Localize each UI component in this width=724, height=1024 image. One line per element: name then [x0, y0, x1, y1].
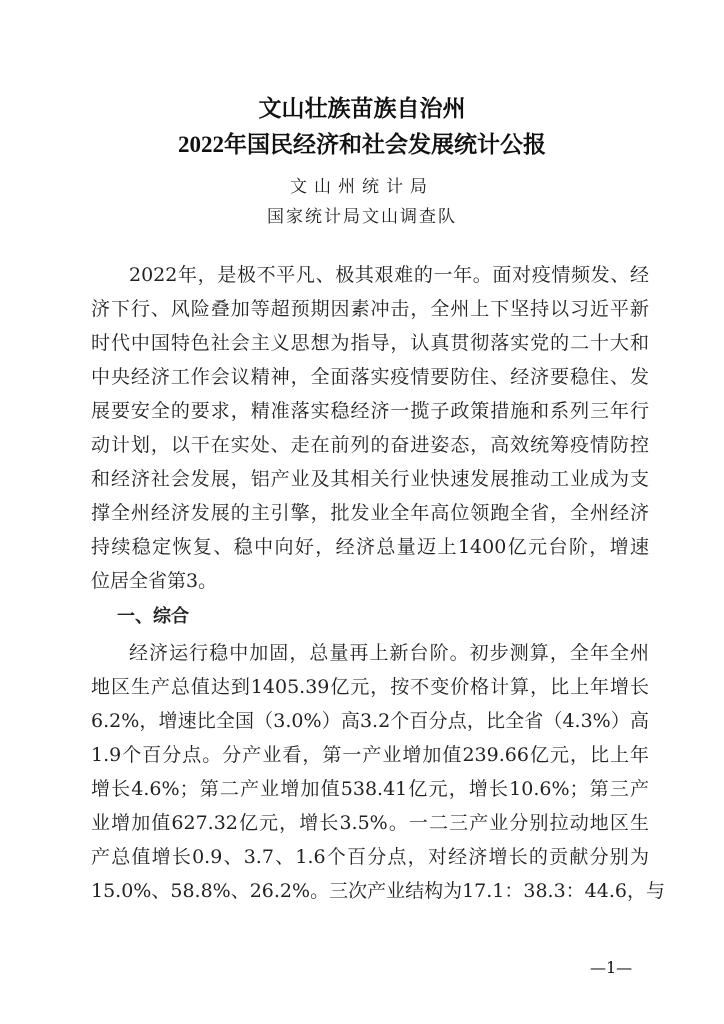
text-line: 1.9个百分点。分产业看，第一产业增加值239.66亿元，比上年	[91, 744, 649, 766]
document-title-line1: 文山壮族苗族自治州	[258, 96, 466, 121]
text-line: 增长4.6%；第二产业增加值538.41亿元，增长10.6%；第三产	[91, 778, 649, 800]
document-body	[91, 260, 665, 910]
text-line: 持续稳定恢复、稳中向好，经济总量迈上1400亿元台阶，增速	[91, 536, 649, 558]
text-line: 展要安全的要求，精准落实稳经济一揽子政策措施和系列三年行	[91, 400, 649, 422]
text-line: 经济运行稳中加固，总量再上新台阶。初步测算，全年全州	[129, 642, 649, 664]
section-paragraph	[91, 638, 665, 910]
intro-paragraph	[91, 260, 649, 600]
text-line: 6.2%，增速比全国（3.0%）高3.2个百分点，比全省（4.3%）高	[91, 710, 649, 732]
document-title-line2: 2022年国民经济和社会发展统计公报	[178, 132, 546, 157]
issuer-survey-team: 国家统计局文山调查队	[267, 207, 457, 227]
text-line: 时代中国特色社会主义思想为指导，认真贯彻落实党的二十大和	[91, 332, 649, 354]
text-line: 产总值增长0.9、3.7、1.6个百分点，对经济增长的贡献分别为	[91, 846, 649, 868]
text-line: 位居全省第3。	[91, 570, 218, 592]
section-heading: 一、综合	[117, 606, 189, 627]
issuer-bureau: 文山州统计局	[290, 177, 434, 197]
text-line: 地区生产总值达到1405.39亿元，按不变价格计算，比上年增长	[91, 676, 649, 698]
text-line: 2022年，是极不平凡、极其艰难的一年。面对疫情频发、经	[129, 264, 649, 286]
text-line: 15.0%、58.8%、26.2%。三次产业结构为17.1：38.3：44.6，与	[91, 880, 665, 902]
text-line: 动计划，以干在实处、走在前列的奋进姿态，高效统筹疫情防控	[91, 434, 649, 456]
text-line: 业增加值627.32亿元，增长3.5%。一二三产业分别拉动地区生	[91, 812, 649, 834]
text-line: 撑全州经济发展的主引擎，批发业全年高位领跑全省，全州经济	[91, 502, 649, 524]
page-number: —1—	[590, 958, 633, 977]
text-line: 和经济社会发展，铝产业及其相关行业快速发展推动工业成为支	[91, 468, 649, 490]
text-line: 中央经济工作会议精神，全面落实疫情要防住、经济要稳住、发	[91, 366, 649, 388]
text-line: 济下行、风险叠加等超预期因素冲击，全州上下坚持以习近平新	[91, 298, 649, 320]
